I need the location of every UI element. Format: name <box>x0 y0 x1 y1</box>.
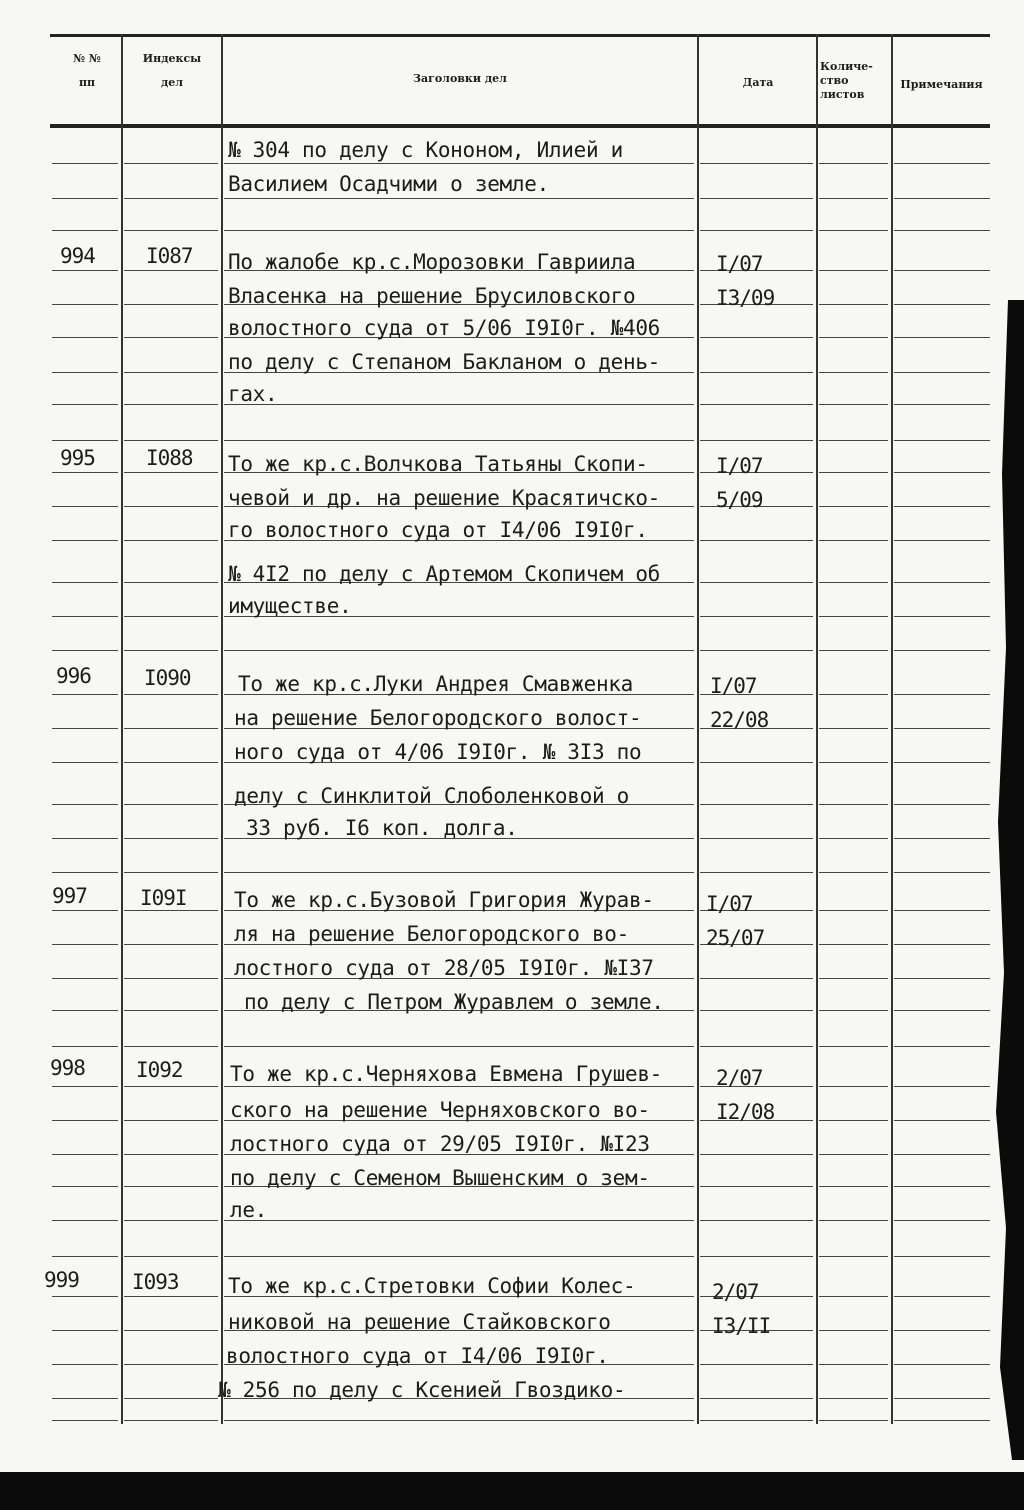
ruled-line <box>819 582 888 583</box>
ruled-line <box>894 1420 990 1421</box>
ruled-line <box>894 1330 990 1331</box>
ruled-line <box>124 540 218 541</box>
ruled-line <box>819 1256 888 1257</box>
ruled-line <box>52 804 118 805</box>
ruled-line <box>124 404 218 405</box>
ruled-line <box>124 506 218 507</box>
ruled-line <box>700 650 813 651</box>
ruled-line <box>894 230 990 231</box>
ruled-line <box>894 1046 990 1047</box>
ruled-line <box>224 404 694 405</box>
ruled-line <box>894 1186 990 1187</box>
ruled-line <box>819 762 888 763</box>
entry-number: 995 <box>60 446 95 470</box>
ruled-line <box>819 650 888 651</box>
entry-title-line: го волостного суда от I4/06 I9I0г. <box>228 518 648 542</box>
ruled-line <box>894 1120 990 1121</box>
ruled-line <box>52 1256 118 1257</box>
ruled-line <box>894 270 990 271</box>
entry-date-end: I3/09 <box>716 286 775 310</box>
ruled-line <box>819 372 888 373</box>
ruled-line <box>894 1398 990 1399</box>
ruled-line <box>700 1186 813 1187</box>
ruled-line <box>819 978 888 979</box>
ruled-line <box>819 540 888 541</box>
ruled-line <box>700 1046 813 1047</box>
col-divider-3 <box>697 34 699 1424</box>
ruled-line <box>700 582 813 583</box>
ruled-line <box>700 1364 813 1365</box>
entry-date-start: 2/07 <box>716 1066 763 1090</box>
ruled-line <box>894 944 990 945</box>
entry-date-end: 25/07 <box>706 926 765 950</box>
ruled-line <box>124 1186 218 1187</box>
ruled-line <box>819 804 888 805</box>
ruled-line <box>52 944 118 945</box>
ruled-line <box>52 404 118 405</box>
ruled-line <box>124 472 218 473</box>
ruled-line <box>894 1256 990 1257</box>
ruled-line <box>819 1186 888 1187</box>
ruled-line <box>819 270 888 271</box>
ruled-line <box>52 694 118 695</box>
ruled-line <box>894 804 990 805</box>
ruled-line <box>819 728 888 729</box>
ruled-line <box>894 472 990 473</box>
ruled-line <box>894 1220 990 1221</box>
entry-title-line: То же кр.с.Бузовой Григория Журав- <box>234 888 654 912</box>
ruled-line <box>819 163 888 164</box>
ruled-line <box>52 163 118 164</box>
entry-date-end: 22/08 <box>710 708 769 732</box>
ruled-line <box>124 1256 218 1257</box>
ruled-line <box>894 1154 990 1155</box>
entry-index: I092 <box>136 1058 183 1082</box>
entry-title-line: никовой на решение Стайковского <box>228 1310 611 1334</box>
entry-title-line: делу с Синклитой Слоболенковой о <box>234 784 629 808</box>
ruled-line <box>894 872 990 873</box>
ruled-line <box>52 1120 118 1121</box>
entry-title-line: ского на решение Черняховского во- <box>230 1098 650 1122</box>
ruled-line <box>52 728 118 729</box>
ruled-line <box>819 1154 888 1155</box>
ruled-line <box>819 1420 888 1421</box>
ruled-line <box>224 163 694 164</box>
entry-date-start: I/07 <box>706 892 753 916</box>
header-col-title: Заголовки дел <box>413 72 507 85</box>
entry-title-line: имуществе. <box>228 594 352 618</box>
ruled-line <box>894 616 990 617</box>
ruled-line <box>124 872 218 873</box>
ruled-line <box>224 872 694 873</box>
ruled-line <box>124 616 218 617</box>
ruled-line <box>52 1086 118 1087</box>
ruled-line <box>819 838 888 839</box>
ruled-line <box>819 404 888 405</box>
entry-title-line: То же кр.с.Стретовки Софии Колес- <box>228 1274 636 1298</box>
entry-title-line: То же кр.с.Черняхова Евмена Грушев- <box>230 1062 663 1086</box>
ruled-line <box>52 1154 118 1155</box>
entry-title-line: по делу с Петром Журавлем о земле. <box>244 990 664 1014</box>
ruled-line <box>894 440 990 441</box>
entry-index: I087 <box>146 244 193 268</box>
ruled-line <box>52 372 118 373</box>
ruled-line <box>124 1046 218 1047</box>
ruled-line <box>700 1398 813 1399</box>
ruled-line <box>224 1046 694 1047</box>
entry-title-line: № 4I2 по делу с Артемом Скопичем об <box>228 562 661 586</box>
ruled-line <box>700 872 813 873</box>
ruled-line <box>819 1120 888 1121</box>
ruled-line <box>124 1296 218 1297</box>
ruled-line <box>700 540 813 541</box>
ruled-line <box>700 1154 813 1155</box>
ruled-line <box>52 230 118 231</box>
ruled-line <box>700 337 813 338</box>
ruled-line <box>700 198 813 199</box>
ruled-line <box>52 270 118 271</box>
ruled-line <box>124 838 218 839</box>
ruled-line <box>700 616 813 617</box>
ruled-line <box>124 1398 218 1399</box>
ruled-line <box>52 910 118 911</box>
ruled-line <box>124 910 218 911</box>
ruled-line <box>124 1086 218 1087</box>
ruled-line <box>819 1010 888 1011</box>
col-divider-4 <box>816 34 818 1424</box>
entry-title-line: 33 руб. I6 коп. долга. <box>246 816 518 840</box>
ruled-line <box>124 1010 218 1011</box>
entry-date-end: 5/09 <box>716 488 763 512</box>
ruled-line <box>894 910 990 911</box>
entry-date-end: I3/II <box>712 1314 771 1338</box>
ruled-line <box>894 728 990 729</box>
ruled-line <box>700 1010 813 1011</box>
ruled-line <box>819 1220 888 1221</box>
torn-edge-shadow <box>984 300 1024 1460</box>
ruled-line <box>894 337 990 338</box>
ruled-line <box>700 230 813 231</box>
ruled-line <box>124 440 218 441</box>
ruled-line <box>894 1296 990 1297</box>
ruled-line <box>819 944 888 945</box>
ruled-line <box>819 694 888 695</box>
ruled-line <box>819 1086 888 1087</box>
entry-number: 998 <box>50 1056 85 1080</box>
ruled-line <box>819 198 888 199</box>
ruled-line <box>124 944 218 945</box>
header-col-notes: Примечания <box>900 78 983 91</box>
ruled-line <box>819 872 888 873</box>
col-divider-5 <box>891 34 893 1424</box>
continuation-line: № 304 по делу с Кононом, Илией и <box>228 138 623 162</box>
ruled-line <box>52 506 118 507</box>
ruled-line <box>52 872 118 873</box>
ruled-line <box>52 1046 118 1047</box>
ruled-line <box>819 304 888 305</box>
ruled-line <box>224 1086 694 1087</box>
ruled-line <box>124 1330 218 1331</box>
ruled-line <box>124 582 218 583</box>
ruled-line <box>52 1330 118 1331</box>
ruled-line <box>700 978 813 979</box>
ruled-line <box>700 1256 813 1257</box>
entry-title-line: То же кр.с.Луки Андрея Смавженка <box>238 672 633 696</box>
header-col-index: Индексы дел <box>142 52 202 89</box>
entry-title-line: То же кр.с.Волчкова Татьяны Скопи- <box>228 452 648 476</box>
ruled-line <box>819 1330 888 1331</box>
ruled-line <box>224 1420 694 1421</box>
ruled-line <box>224 230 694 231</box>
top-rule <box>50 34 990 37</box>
entry-number: 999 <box>44 1268 79 1292</box>
ruled-line <box>124 372 218 373</box>
ruled-line <box>224 440 694 441</box>
ruled-line <box>894 540 990 541</box>
ruled-line <box>124 1364 218 1365</box>
ruled-line <box>700 1420 813 1421</box>
ruled-line <box>52 304 118 305</box>
ruled-line <box>894 762 990 763</box>
ruled-line <box>124 694 218 695</box>
entry-title-line: ля на решение Белогородского во- <box>234 922 629 946</box>
entry-title-line: по делу с Степаном Бакланом о день- <box>228 350 661 374</box>
ruled-line <box>819 472 888 473</box>
ruled-line <box>52 337 118 338</box>
ruled-line <box>124 978 218 979</box>
ruled-line <box>52 762 118 763</box>
entry-date-end: I2/08 <box>716 1100 775 1124</box>
ruled-line <box>224 1220 694 1221</box>
ruled-line <box>894 404 990 405</box>
ruled-line <box>124 198 218 199</box>
entry-title-line: № 256 по делу с Ксенией Гвоздико- <box>218 1378 626 1402</box>
entry-index: I093 <box>132 1270 179 1294</box>
ruled-line <box>52 440 118 441</box>
ruled-line <box>894 506 990 507</box>
ruled-line <box>700 404 813 405</box>
entry-title-line: лостного суда от 29/05 I9I0г. №I23 <box>230 1132 650 1156</box>
col-divider-2 <box>221 34 223 1424</box>
ruled-line <box>52 472 118 473</box>
entry-title-line: волостного суда от I4/06 I9I0г. <box>226 1344 609 1368</box>
entry-title-line: на решение Белогородского волост- <box>234 706 642 730</box>
entry-index: I090 <box>144 666 191 690</box>
ruled-line <box>52 1010 118 1011</box>
ruled-line <box>819 440 888 441</box>
entry-title-line: по делу с Семеном Вышенским о зем- <box>230 1166 650 1190</box>
ruled-line <box>124 1120 218 1121</box>
ruled-line <box>124 804 218 805</box>
ruled-line <box>894 1086 990 1087</box>
ruled-line <box>700 1220 813 1221</box>
ruled-line <box>700 804 813 805</box>
entry-title-line: волостного суда от 5/06 I9I0г. №406 <box>228 316 661 340</box>
entry-number: 997 <box>52 884 87 908</box>
ruled-line <box>124 337 218 338</box>
ruled-line <box>700 762 813 763</box>
ruled-line <box>894 372 990 373</box>
entry-date-start: I/07 <box>716 252 763 276</box>
ruled-line <box>894 650 990 651</box>
entry-title-line: гах. <box>228 382 278 406</box>
ruled-line <box>124 304 218 305</box>
ruled-line <box>124 762 218 763</box>
ruled-line <box>52 650 118 651</box>
entry-title-line: лостного суда от 28/05 I9I0г. №I37 <box>234 956 654 980</box>
ruled-line <box>124 163 218 164</box>
ruled-line <box>224 650 694 651</box>
ruled-line <box>52 838 118 839</box>
ruled-line <box>124 1420 218 1421</box>
ruled-line <box>819 230 888 231</box>
ruled-line <box>819 1398 888 1399</box>
ruled-line <box>819 616 888 617</box>
ruled-line <box>52 1220 118 1221</box>
ruled-line <box>124 650 218 651</box>
ruled-line <box>124 230 218 231</box>
ruled-line <box>124 270 218 271</box>
ruled-line <box>894 304 990 305</box>
ruled-line <box>124 728 218 729</box>
ruled-line <box>819 506 888 507</box>
ruled-line <box>894 978 990 979</box>
entry-title-line: чевой и др. на решение Красятичско- <box>228 486 661 510</box>
ruled-line <box>819 910 888 911</box>
entry-index: I09I <box>140 886 187 910</box>
entry-title-line: По жалобе кр.с.Морозовки Гавриила <box>228 250 636 274</box>
ruled-line <box>52 978 118 979</box>
ruled-line <box>894 198 990 199</box>
ruled-line <box>52 198 118 199</box>
scan-bottom-shadow <box>0 1472 1024 1510</box>
ruled-line <box>819 337 888 338</box>
header-bottom-rule <box>50 124 990 128</box>
ruled-line <box>894 582 990 583</box>
entry-title-line: Власенка на решение Брусиловского <box>228 284 636 308</box>
ruled-line <box>224 1256 694 1257</box>
entry-title-line: ного суда от 4/06 I9I0г. № 3I3 по <box>234 740 642 764</box>
col-divider-1 <box>121 34 123 1424</box>
header-col-date: Дата <box>742 76 774 89</box>
header-col-no: № № пп <box>73 52 101 89</box>
continuation-line: Василием Осадчими о земле. <box>228 172 549 196</box>
entry-date-start: I/07 <box>716 454 763 478</box>
ruled-line <box>52 1420 118 1421</box>
ruled-line <box>52 582 118 583</box>
ruled-line <box>700 163 813 164</box>
ruled-line <box>819 1296 888 1297</box>
entry-number: 994 <box>60 244 95 268</box>
entry-number: 996 <box>56 664 91 688</box>
ruled-line <box>894 838 990 839</box>
header-col-count: Количе- ство листов <box>820 60 873 101</box>
ruled-line <box>894 1364 990 1365</box>
ruled-line <box>52 616 118 617</box>
ruled-line <box>124 1220 218 1221</box>
ruled-line <box>52 540 118 541</box>
ruled-line <box>52 1296 118 1297</box>
ruled-line <box>52 1186 118 1187</box>
ruled-line <box>819 1364 888 1365</box>
ruled-line <box>52 1364 118 1365</box>
entry-index: I088 <box>146 446 193 470</box>
ruled-line <box>700 440 813 441</box>
ruled-line <box>894 1010 990 1011</box>
entry-date-start: I/07 <box>710 674 757 698</box>
ruled-line <box>224 198 694 199</box>
entry-date-start: 2/07 <box>712 1280 759 1304</box>
ruled-line <box>52 1398 118 1399</box>
ruled-line <box>894 694 990 695</box>
ruled-line <box>894 163 990 164</box>
ruled-line <box>124 1154 218 1155</box>
entry-title-line: ле. <box>230 1198 268 1222</box>
ruled-line <box>700 838 813 839</box>
ruled-line <box>700 372 813 373</box>
ruled-line <box>819 1046 888 1047</box>
